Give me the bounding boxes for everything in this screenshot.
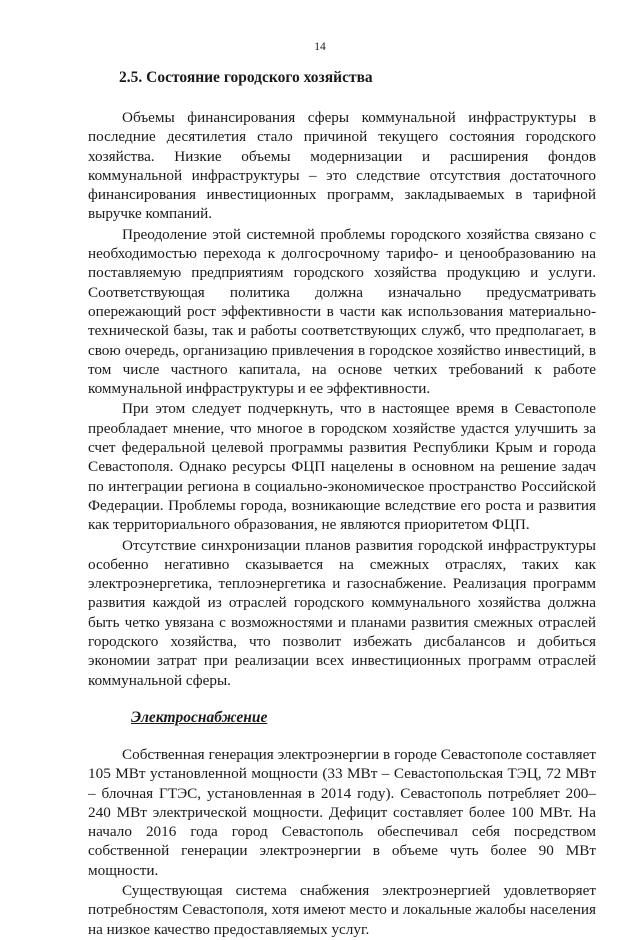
section-heading: 2.5. Состояние городского хозяйства — [119, 69, 373, 86]
paragraph-generation: Собственная генерация электроэнергии в городе Севастополе составляет 105 МВт установленной мощности (33 МВт – Севастопольская ТЭЦ, 72 МВт – блочная ГТЭС, установленная в 2014 году). Севастополь потребляет 200–240 МВт электрической мощности. Дефицит составляет более 100 МВт. На начало 2016 года город Севастополь обеспечивал себя посредством собственной генерации электроэнергии в объеме чуть более 90 МВт мощности. — [88, 745, 596, 879]
paragraph-federal-program: При этом следует подчеркнуть, что в настоящее время в Севастополе преобладает мнение, что многое в городском хозяйстве удастся улучшить за счет федеральной целевой программы развития Республики Крым и города Севастополя. Однако ресурсы ФЦП нацелены в основном на решение задач по интеграции региона в социально-экономическое пространство Российской Федерации. Проблемы города, возникающие вследствие его роста и развития как территориального образования, не являются приоритетом ФЦП. — [88, 400, 596, 534]
page-content — [88, 68, 596, 940]
subsection-heading: Электроснабжение — [131, 708, 268, 726]
page-number: 14 — [314, 41, 326, 53]
paragraph-supply-system: Существующая система снабжения электроэнергией удовлетворяет потребностям Севастополя, хотя имеют место и локальные жалобы населения на низкое качество предоставляемых услуг. — [88, 881, 596, 938]
paragraph-overcoming-problem: Преодоление этой системной проблемы городского хозяйства связано с необходимостью перехода к долгосрочному тарифо- и ценообразованию на поставляемую предприятиям городского хозяйства продукцию и услуги. Соответствующая политика должна изначально предусматривать опережающий рост эффективности в части как использования материально-технической базы, так и работы соответствующих служб, что предполагает, в свою очередь, организацию привлечения в городское хозяйство инвестиций, в том числе частного капитала, на основе четких требований к работе коммунальной инфраструктуры и ее эффективности. — [88, 225, 596, 398]
paragraph-synchronization: Отсутствие синхронизации планов развития городской инфраструктуры особенно негативно сказывается на смежных отраслях, таких как электроэнергетика, теплоэнергетика и газоснабжение. Реализация программ развития каждой из отраслей городского коммунального хозяйства должна быть четко увязана с возможностями и планами развития смежных отраслей городского хозяйства, что позволит избежать дисбалансов и добиться экономии затрат при реализации всех инвестиционных программ отраслей коммунальной сферы. — [88, 536, 596, 689]
paragraph-funding: Объемы финансирования сферы коммунальной инфраструктуры в последние десятилетия стало причиной текущего состояния городского хозяйства. Низкие объемы модернизации и расширения фондов коммунальной инфраструктуры – это следствие отсутствия достаточного финансирования инвестиционных программ, закладываемых в тарифной выручке компаний. — [88, 109, 596, 223]
